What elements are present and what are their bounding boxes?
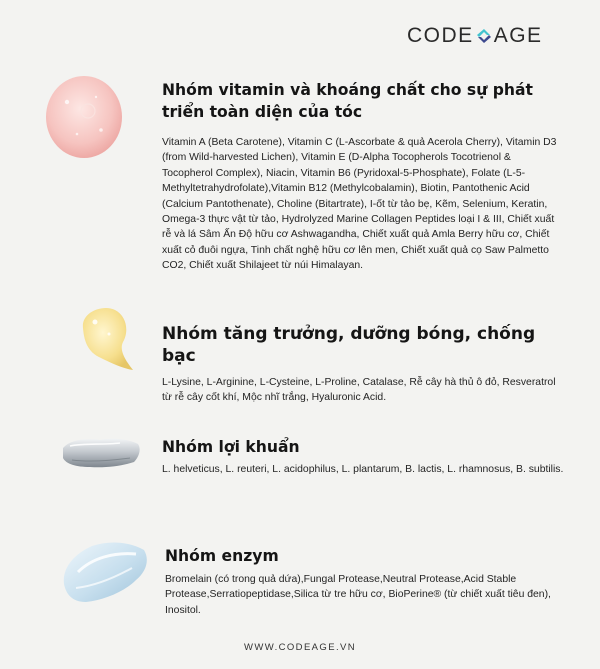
section-body: L. helveticus, L. reuteri, L. acidophilus, L. plantarum, B. lactis, L. rhamnosus, B. subtilis. xyxy=(162,464,564,475)
section-title: Nhóm enzym xyxy=(165,547,279,565)
section-probiotics xyxy=(162,436,564,477)
section-enzymes xyxy=(165,545,565,618)
website-url: WWW.CODEAGE.VN xyxy=(244,642,356,653)
section-growth xyxy=(162,323,564,406)
section-title: Nhóm lợi khuẩn xyxy=(162,438,300,456)
pink-serum-drop-icon xyxy=(43,74,125,160)
brand-mark-icon xyxy=(475,27,493,45)
brand-logo xyxy=(407,24,543,48)
blue-cream-swatch-icon xyxy=(58,538,152,606)
brand-logo-right: AGE xyxy=(493,24,543,47)
section-title: Nhóm tăng trưởng, dưỡng bóng, chống bạc xyxy=(162,324,536,366)
silver-cream-smear-icon xyxy=(60,434,142,474)
section-body: L-Lysine, L-Arginine, L-Cysteine, L-Proline, Catalase, Rễ cây hà thủ ô đỏ, Resveratrol từ rễ cây cốt khí, Mộc nhĩ trắng, Hyaluronic Acid. xyxy=(162,377,556,404)
section-vitamins xyxy=(162,79,564,274)
section-body: Bromelain (có trong quả dứa),Fungal Protease,Neutral Protease,Acid Stable Protease,Serratiopeptidase,Silica từ tre hữu cơ, BioPerine® (từ chiết xuất tiêu đen), Inositol. xyxy=(165,574,551,616)
yellow-oil-drop-icon xyxy=(73,300,135,374)
brand-logo-left: CODE xyxy=(407,24,474,47)
section-body: Vitamin A (Beta Carotene), Vitamin C (L-Ascorbate & quả Acerola Cherry), Vitamin D3 (from Wild-harvested Lichen), Vitamin E (D-Alpha Tocopherols Tocotrienol & Tocopherol Complex), Niacin, Vitamin B6 (Pyridoxal-5-Phosphate), Folate (L-5-Methyltetrahydrofolate),Vitamin B12 (Methylcobalamin), Biotin, Pantothenic Acid (Calcium Pantothenate), Choline (Bitartrate), I-ốt từ tảo bẹ, Kẽm, Selenium, Keratin, Omega-3 thực vật từ tảo, Hydrolyzed Marine Collagen Peptides loại I & III, Chiết xuất rễ và lá Sâm Ấn Độ hữu cơ Ashwagandha, Chiết xuất quả Amla Berry hữu cơ, Chiết xuất cỏ đuôi ngựa, Tinh chất nghệ hữu cơ lên men, Chiết xuất quả cọ Saw Palmetto CO2, Chiết xuất Shilajeet từ núi Himalayan. xyxy=(162,137,557,272)
section-title: Nhóm vitamin và khoáng chất cho sự phát triển toàn diện của tóc xyxy=(162,81,533,121)
